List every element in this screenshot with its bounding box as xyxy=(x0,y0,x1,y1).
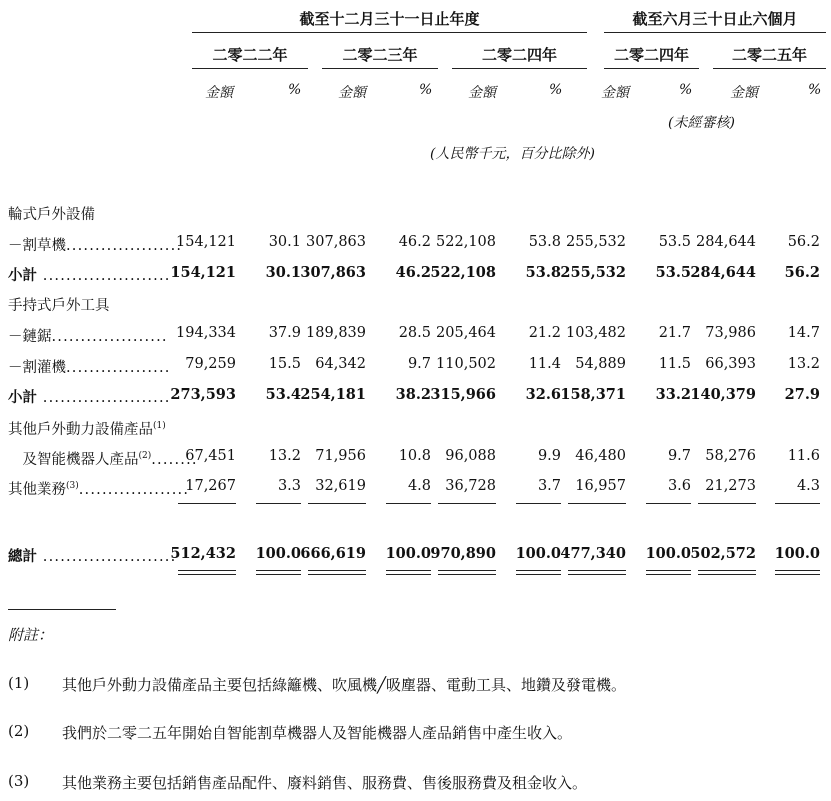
row-label xyxy=(8,418,184,439)
pct-label: % xyxy=(549,82,563,98)
percent-cell: 28.5 xyxy=(398,325,431,341)
leader-dots: ...................... xyxy=(37,268,171,284)
row-label-text: 輪式戶外設備 xyxy=(8,207,95,223)
amount-cell: 666,619 xyxy=(300,545,366,562)
total-double-rule xyxy=(256,574,301,575)
year-underline xyxy=(713,68,826,69)
amount-cell: 79,259 xyxy=(185,356,236,372)
group-header-halfyear: 截至六月三十日止六個月 xyxy=(632,10,798,28)
row-label-text: 其他業務 xyxy=(8,482,66,498)
year-header: 二零二四年 xyxy=(481,46,557,64)
percent-cell: 100.0 xyxy=(515,545,561,562)
amount-label: 金額 xyxy=(205,85,233,101)
percent-cell: 4.3 xyxy=(796,478,820,494)
amount-cell: 273,593 xyxy=(170,386,236,403)
amount-cell: 254,181 xyxy=(300,386,366,403)
percent-cell: 11.6 xyxy=(787,448,820,464)
amount-cell: 970,890 xyxy=(430,545,496,562)
amount-cell: 103,482 xyxy=(566,325,626,341)
subtotal-rule xyxy=(438,503,496,504)
amount-cell: 32,619 xyxy=(315,478,366,494)
percent-cell: 53.5 xyxy=(655,264,691,281)
subtotal-rule xyxy=(516,503,561,504)
leader-dots: ........ xyxy=(151,452,198,468)
amount-cell: 255,532 xyxy=(566,234,626,250)
amount-cell: 110,502 xyxy=(436,356,496,372)
total-double-rule xyxy=(698,574,756,575)
row-label-text: 手持式戶外工具 xyxy=(8,298,110,314)
year-underline xyxy=(452,68,587,69)
subtotal-rule xyxy=(568,503,626,504)
amount-cell: 66,393 xyxy=(705,356,756,372)
amount-cell: 58,276 xyxy=(705,448,756,464)
subtotal-rule xyxy=(775,503,820,504)
unit-note: (人民幣千元，百分比除外) xyxy=(430,146,595,162)
amount-cell: 522,108 xyxy=(430,264,496,281)
amount-cell: 71,956 xyxy=(315,448,366,464)
subtotal-rule xyxy=(256,503,301,504)
amount-cell: 96,088 xyxy=(445,448,496,464)
percent-cell: 53.5 xyxy=(658,234,691,250)
percent-cell: 9.7 xyxy=(407,356,431,372)
percent-cell: 46.2 xyxy=(398,234,431,250)
group-header-year: 截至十二月三十一日止年度 xyxy=(299,10,480,28)
notes-divider xyxy=(8,609,116,610)
amount-cell: 154,121 xyxy=(170,264,236,281)
percent-cell: 33.2 xyxy=(655,386,691,403)
row-label-text: 及智能機器人產品 xyxy=(8,452,139,468)
year-header: 二零二二年 xyxy=(212,46,288,64)
percent-cell: 11.5 xyxy=(658,356,691,372)
percent-cell: 38.2 xyxy=(395,386,431,403)
row-label xyxy=(8,294,184,315)
amount-cell: 255,532 xyxy=(560,264,626,281)
percent-cell: 3.6 xyxy=(667,478,691,494)
row-label-text: 小計 xyxy=(8,267,37,284)
total-double-rule xyxy=(308,574,366,575)
amount-cell: 73,986 xyxy=(705,325,756,341)
note-text: 其他業務主要包括銷售產品配件、廢料銷售、服務費、售後服務費及租金收入。 xyxy=(62,774,588,792)
total-double-rule xyxy=(775,574,820,575)
group-underline-halfyear xyxy=(604,32,826,33)
percent-cell: 15.5 xyxy=(268,356,301,372)
subtotal-rule xyxy=(308,503,366,504)
percent-cell: 30.1 xyxy=(265,264,301,281)
amount-cell: 205,464 xyxy=(436,325,496,341)
pct-label: % xyxy=(679,82,693,98)
amount-cell: 64,342 xyxy=(315,356,366,372)
percent-cell: 53.8 xyxy=(528,234,561,250)
amount-cell: 36,728 xyxy=(445,478,496,494)
row-label-text: －割灌機 xyxy=(8,360,66,376)
total-double-rule xyxy=(646,570,691,571)
leader-dots: ................... xyxy=(78,482,190,498)
year-header: 二零二五年 xyxy=(731,46,807,64)
footnote-marker: (2) xyxy=(138,451,152,462)
total-double-rule xyxy=(438,574,496,575)
percent-cell: 21.7 xyxy=(658,325,691,341)
note-number: (3) xyxy=(8,772,30,790)
percent-cell: 13.2 xyxy=(268,448,301,464)
total-double-rule xyxy=(256,570,301,571)
footnote-marker: (3) xyxy=(66,481,79,492)
amount-cell: 522,108 xyxy=(436,234,496,250)
amount-cell: 502,572 xyxy=(690,545,756,562)
total-double-rule xyxy=(775,570,820,571)
leader-dots: ....................... xyxy=(37,549,177,565)
group-underline-year xyxy=(192,32,587,33)
subtotal-rule xyxy=(386,503,431,504)
total-double-rule xyxy=(516,570,561,571)
percent-cell: 100.0 xyxy=(645,545,691,562)
total-double-rule xyxy=(386,570,431,571)
amount-cell: 67,451 xyxy=(185,448,236,464)
amount-cell: 477,340 xyxy=(560,545,626,562)
percent-cell: 30.1 xyxy=(268,234,301,250)
total-double-rule xyxy=(568,570,626,571)
leader-dots: .................... xyxy=(66,238,183,254)
subtotal-rule xyxy=(698,503,756,504)
percent-cell: 9.7 xyxy=(667,448,691,464)
percent-cell: 53.4 xyxy=(265,386,301,403)
amount-cell: 284,644 xyxy=(690,264,756,281)
amount-cell: 140,379 xyxy=(690,386,756,403)
amount-label: 金額 xyxy=(730,85,758,101)
amount-cell: 512,432 xyxy=(170,545,236,562)
total-double-rule xyxy=(308,570,366,571)
percent-cell: 14.7 xyxy=(787,325,820,341)
year-header: 二零二四年 xyxy=(613,46,689,64)
percent-cell: 11.4 xyxy=(528,356,561,372)
amount-cell: 154,121 xyxy=(176,234,236,250)
percent-cell: 3.7 xyxy=(537,478,561,494)
note-text: 我們於二零二五年開始自智能割草機器人及智能機器人產品銷售中產生收入。 xyxy=(62,724,573,742)
amount-cell: 46,480 xyxy=(575,448,626,464)
pct-label: % xyxy=(419,82,433,98)
pct-label: % xyxy=(288,82,302,98)
total-double-rule xyxy=(386,574,431,575)
total-double-rule xyxy=(178,570,236,571)
leader-dots: .................... xyxy=(51,329,168,345)
amount-cell: 158,371 xyxy=(560,386,626,403)
amount-cell: 189,839 xyxy=(306,325,366,341)
row-label-text: 總計 xyxy=(8,548,37,565)
percent-cell: 9.9 xyxy=(537,448,561,464)
total-double-rule xyxy=(646,574,691,575)
percent-cell: 53.8 xyxy=(525,264,561,281)
percent-cell: 27.9 xyxy=(784,386,820,403)
subtotal-rule xyxy=(178,503,236,504)
percent-cell: 100.0 xyxy=(774,545,820,562)
percent-cell: 56.2 xyxy=(784,264,820,281)
amount-cell: 21,273 xyxy=(705,478,756,494)
row-label-text: 小計 xyxy=(8,389,37,406)
year-header: 二零二三年 xyxy=(342,46,418,64)
total-double-rule xyxy=(178,574,236,575)
percent-cell: 21.2 xyxy=(528,325,561,341)
percent-cell: 100.0 xyxy=(385,545,431,562)
note-number: (1) xyxy=(8,674,30,692)
percent-cell: 46.2 xyxy=(395,264,431,281)
total-double-rule xyxy=(568,574,626,575)
amount-label: 金額 xyxy=(601,85,629,101)
amount-cell: 54,889 xyxy=(575,356,626,372)
year-underline xyxy=(604,68,699,69)
note-number: (2) xyxy=(8,722,30,740)
leader-dots: ...................... xyxy=(37,390,171,406)
percent-cell: 10.8 xyxy=(398,448,431,464)
year-underline xyxy=(192,68,308,69)
total-double-rule xyxy=(516,574,561,575)
amount-cell: 194,334 xyxy=(176,325,236,341)
amount-label: 金額 xyxy=(338,85,366,101)
total-double-rule xyxy=(698,570,756,571)
year-underline xyxy=(322,68,438,69)
pct-label: % xyxy=(808,82,822,98)
percent-cell: 32.6 xyxy=(525,386,561,403)
row-label-text: 其他戶外動力設備產品 xyxy=(8,422,153,438)
percent-cell: 37.9 xyxy=(268,325,301,341)
notes-title: 附註： xyxy=(8,626,54,644)
leader-dots: .................. xyxy=(66,360,171,376)
note-text: 其他戶外動力設備產品主要包括綠籬機、吹風機╱吸塵器、電動工具、地鑽及發電機。 xyxy=(62,676,627,694)
amount-cell: 16,957 xyxy=(575,478,626,494)
amount-cell: 284,644 xyxy=(696,234,756,250)
row-label xyxy=(8,203,184,224)
subtotal-rule xyxy=(646,503,691,504)
percent-cell: 56.2 xyxy=(787,234,820,250)
row-label-text: －鏈鋸 xyxy=(8,329,52,345)
percent-cell: 4.8 xyxy=(407,478,431,494)
amount-label: 金額 xyxy=(468,85,496,101)
row-label-text: －割草機 xyxy=(8,238,66,254)
percent-cell: 13.2 xyxy=(787,356,820,372)
unaudited-note: (未經審核) xyxy=(668,115,735,131)
amount-cell: 307,863 xyxy=(306,234,366,250)
amount-cell: 307,863 xyxy=(300,264,366,281)
amount-cell: 315,966 xyxy=(430,386,496,403)
percent-cell: 3.3 xyxy=(277,478,301,494)
total-double-rule xyxy=(438,570,496,571)
percent-cell: 100.0 xyxy=(255,545,301,562)
amount-cell: 17,267 xyxy=(185,478,236,494)
footnote-marker: (1) xyxy=(153,421,166,432)
